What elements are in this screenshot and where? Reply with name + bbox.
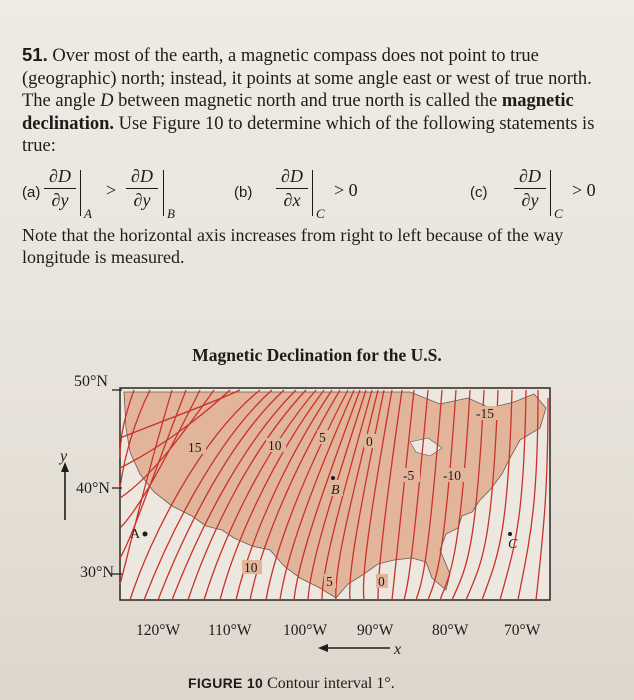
contour-label-5-top: 5 — [319, 430, 326, 445]
problem-text-3: Use Figure 10 to determine which of the following statements is true: — [22, 113, 595, 156]
option-a-lhs-numerator: ∂D — [49, 166, 71, 186]
option-a-label: (a) — [22, 184, 41, 201]
symbol-d: D — [100, 91, 114, 111]
option-a-rhs-fraction — [126, 166, 158, 211]
option-a-point-a: A — [84, 206, 92, 221]
option-a-lhs-fraction — [44, 166, 76, 211]
option-b-numerator: ∂D — [281, 166, 303, 186]
figure-caption-text: Contour interval 1°. — [267, 675, 395, 692]
option-a-point-b: B — [167, 206, 175, 221]
option-b-label: (b) — [234, 184, 253, 201]
latitude-40n: 40°N — [76, 480, 110, 497]
figure-caption — [188, 675, 395, 693]
point-a-label: A — [130, 527, 141, 542]
point-b-label: B — [331, 483, 340, 498]
longitude-70w: 70°W — [504, 622, 541, 639]
contour-label-minus-10: -10 — [443, 468, 461, 483]
contour-label-0-top: 0 — [366, 434, 373, 449]
option-a-lhs-denominator: ∂y — [51, 190, 69, 210]
magnetic-declination-term: magnetic declination. — [22, 91, 574, 134]
option-c-point-c: C — [554, 206, 563, 221]
option-c-numerator: ∂D — [519, 166, 541, 186]
option-c-denominator: ∂y — [521, 190, 539, 210]
problem-text-2: between magnetic north and true north is called the — [118, 91, 498, 111]
contour-label-minus-15: -15 — [476, 406, 494, 421]
problem-number: 51. — [22, 44, 48, 65]
latitude-30n: 30°N — [80, 564, 114, 581]
x-axis-label: x — [394, 641, 402, 658]
longitude-80w: 80°W — [432, 622, 469, 639]
contour-label-minus-5: -5 — [403, 468, 415, 483]
point-c-marker — [508, 532, 512, 536]
option-a-rhs-numerator: ∂D — [131, 166, 153, 186]
contour-label-10-bottom: 10 — [244, 560, 258, 575]
note-text: Note that the horizontal axis increases from right to left because of the way longitude is measured. — [22, 225, 564, 267]
contour-label-0-bottom: 0 — [378, 574, 385, 589]
option-a-relation: > — [106, 180, 117, 200]
longitude-110w: 110°W — [208, 622, 252, 639]
latitude-50n: 50°N — [74, 373, 108, 390]
point-a-marker — [143, 532, 148, 537]
option-b-point-c: C — [316, 206, 325, 221]
option-c-fraction — [514, 166, 546, 211]
contour-label-5-bottom: 5 — [326, 574, 333, 589]
option-b-denominator: ∂x — [283, 190, 301, 210]
x-axis-arrow — [318, 641, 392, 655]
longitude-100w: 100°W — [283, 622, 328, 639]
longitude-90w: 90°W — [357, 622, 394, 639]
option-a-rhs-denominator: ∂y — [133, 190, 151, 210]
answer-options — [22, 166, 622, 226]
point-b-marker — [331, 476, 335, 480]
point-c-label: C — [508, 537, 518, 552]
option-c-label: (c) — [470, 184, 488, 201]
option-b-fraction — [276, 166, 308, 211]
contour-label-10-top: 10 — [268, 438, 282, 453]
y-axis-arrow — [55, 462, 75, 522]
figure-title: Magnetic Declination for the U.S. — [192, 345, 442, 365]
y-axis-label: y — [60, 448, 68, 465]
problem-statement — [22, 44, 618, 158]
longitude-120w: 120°W — [136, 622, 181, 639]
option-c-relation: > 0 — [572, 180, 596, 200]
problem-text-1: Over most of the earth, a magnetic compass does not point to true (geographic) north; instead, it points at some angle east or west of true north. The angle — [22, 46, 592, 111]
contour-label-15: 15 — [188, 440, 202, 455]
declination-map — [110, 378, 560, 610]
figure-label: FIGURE 10 — [188, 675, 264, 691]
option-b-relation: > 0 — [334, 180, 358, 200]
